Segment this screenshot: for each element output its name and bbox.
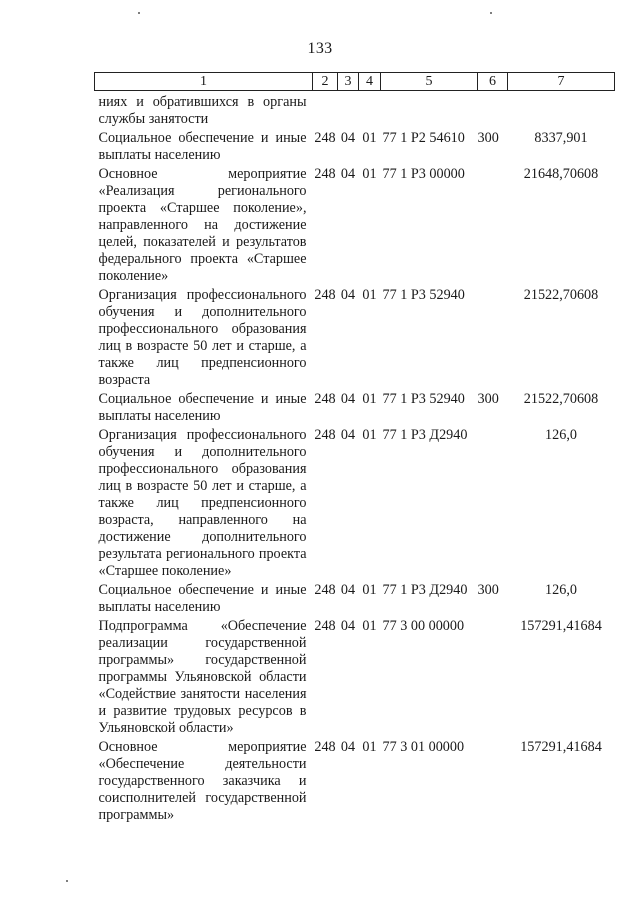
row-name-cell: Социальное обеспечение и иные выплаты населению (98, 130, 307, 163)
table-row (95, 739, 615, 824)
row-name-cell: ниях и обратившихся в органы службы занятости (98, 94, 307, 127)
row-code-cell: 248 (314, 427, 336, 443)
header-col-2: 2 (313, 73, 338, 91)
row-amount-cell: 126,0 (545, 582, 577, 598)
header-col-5: 5 (381, 73, 478, 91)
row-expense-type-cell (478, 91, 508, 131)
row-section-cell: 04 (340, 618, 356, 634)
row-target-article-cell: 77 1 Р3 52940 (382, 287, 465, 303)
row-section-cell: 04 (340, 391, 356, 407)
row-subsection-cell: 01 (362, 166, 377, 182)
row-code-cell: 248 (314, 166, 336, 182)
row-amount-cell: 126,0 (545, 427, 577, 443)
row-section-cell: 04 (340, 582, 356, 598)
header-col-7: 7 (508, 73, 615, 91)
row-expense-type-cell (478, 739, 508, 824)
row-expense-type-cell (478, 287, 508, 391)
header-col-1: 1 (95, 73, 313, 91)
row-expense-type-cell (478, 618, 508, 739)
scan-speck (66, 880, 68, 882)
row-name-cell: Социальное обеспечение и иные выплаты населению (98, 582, 307, 615)
row-target-article-cell: 77 1 Р3 00000 (382, 166, 465, 182)
row-code-cell (313, 91, 338, 131)
row-subsection-cell: 01 (362, 391, 377, 407)
row-code-cell: 248 (314, 618, 336, 634)
row-code-cell: 248 (314, 391, 336, 407)
row-subsection-cell: 01 (362, 287, 377, 303)
table-row (95, 391, 615, 427)
table-header-row (95, 73, 615, 91)
row-subsection-cell (359, 91, 381, 131)
row-subsection-cell: 01 (362, 739, 377, 755)
row-name-cell: Подпрограмма «Обеспечение реализации государственной программы» государственной программы Ульяновской области «Содействие занятости населения и развитие трудовых ресурсов в Ульяновской области» (98, 618, 307, 736)
row-expense-type-cell (478, 166, 508, 287)
row-section-cell: 04 (340, 130, 356, 146)
row-target-article-cell (381, 91, 478, 131)
row-name-cell: Организация профессионального обучения и дополнительного профессионального образования лиц в возрасте 50 лет и старше, а также лиц предпенсионного возраста, направленного на достижение дополнительного результата регионального проекта «Старшее поколение» (98, 427, 307, 579)
row-code-cell: 248 (314, 582, 336, 598)
table-row (95, 582, 615, 618)
row-subsection-cell: 01 (362, 582, 377, 598)
row-amount-cell: 21522,70608 (523, 287, 599, 303)
row-amount-cell: 157291,41684 (520, 739, 602, 755)
row-name-cell: Основное мероприятие «Реализация регионального проекта «Старшее поколение», направленного на достижение целей, показателей и результатов федерального проекта «Старшее поколение» (98, 166, 307, 284)
row-section-cell: 04 (340, 166, 356, 182)
row-expense-type-cell: 300 (477, 582, 499, 598)
row-section-cell: 04 (340, 287, 356, 303)
row-target-article-cell: 77 1 Р3 52940 (382, 391, 465, 407)
table-row (95, 91, 615, 131)
table-row (95, 618, 615, 739)
row-section-cell: 04 (340, 739, 356, 755)
row-amount-cell: 157291,41684 (520, 618, 602, 634)
table-row (95, 287, 615, 391)
scan-speck (490, 12, 492, 14)
row-expense-type-cell: 300 (477, 130, 499, 146)
table-row (95, 130, 615, 166)
row-code-cell: 248 (314, 739, 336, 755)
row-name-cell: Организация профессионального обучения и дополнительного профессионального образования лиц в возрасте 50 лет и старше, а также лиц предпенсионного возраста (98, 287, 307, 388)
row-section-cell (338, 91, 359, 131)
row-target-article-cell: 77 1 Р3 Д2940 (382, 427, 468, 443)
row-target-article-cell: 77 3 00 00000 (382, 618, 465, 634)
page-number: 133 (307, 40, 333, 57)
header-col-4: 4 (359, 73, 381, 91)
row-amount-cell (508, 91, 615, 131)
row-subsection-cell: 01 (362, 130, 377, 146)
row-subsection-cell: 01 (362, 427, 377, 443)
table-row (95, 427, 615, 582)
row-target-article-cell: 77 1 Р3 Д2940 (382, 582, 468, 598)
row-amount-cell: 8337,901 (534, 130, 588, 146)
row-expense-type-cell: 300 (477, 391, 499, 407)
table-row (95, 166, 615, 287)
row-expense-type-cell (478, 427, 508, 582)
header-col-6: 6 (478, 73, 508, 91)
row-target-article-cell: 77 1 Р2 54610 (382, 130, 465, 146)
row-code-cell: 248 (314, 130, 336, 146)
row-amount-cell: 21648,70608 (523, 166, 599, 182)
header-col-3: 3 (338, 73, 359, 91)
scan-speck (138, 12, 140, 14)
row-code-cell: 248 (314, 287, 336, 303)
row-name-cell: Основное мероприятие «Обеспечение деятельности государственного заказчика и соисполнителей государственной программы» (98, 739, 307, 823)
row-target-article-cell: 77 3 01 00000 (382, 739, 465, 755)
budget-table (94, 72, 615, 824)
row-name-cell: Социальное обеспечение и иные выплаты населению (98, 391, 307, 424)
row-amount-cell: 21522,70608 (523, 391, 599, 407)
row-subsection-cell: 01 (362, 618, 377, 634)
row-section-cell: 04 (340, 427, 356, 443)
